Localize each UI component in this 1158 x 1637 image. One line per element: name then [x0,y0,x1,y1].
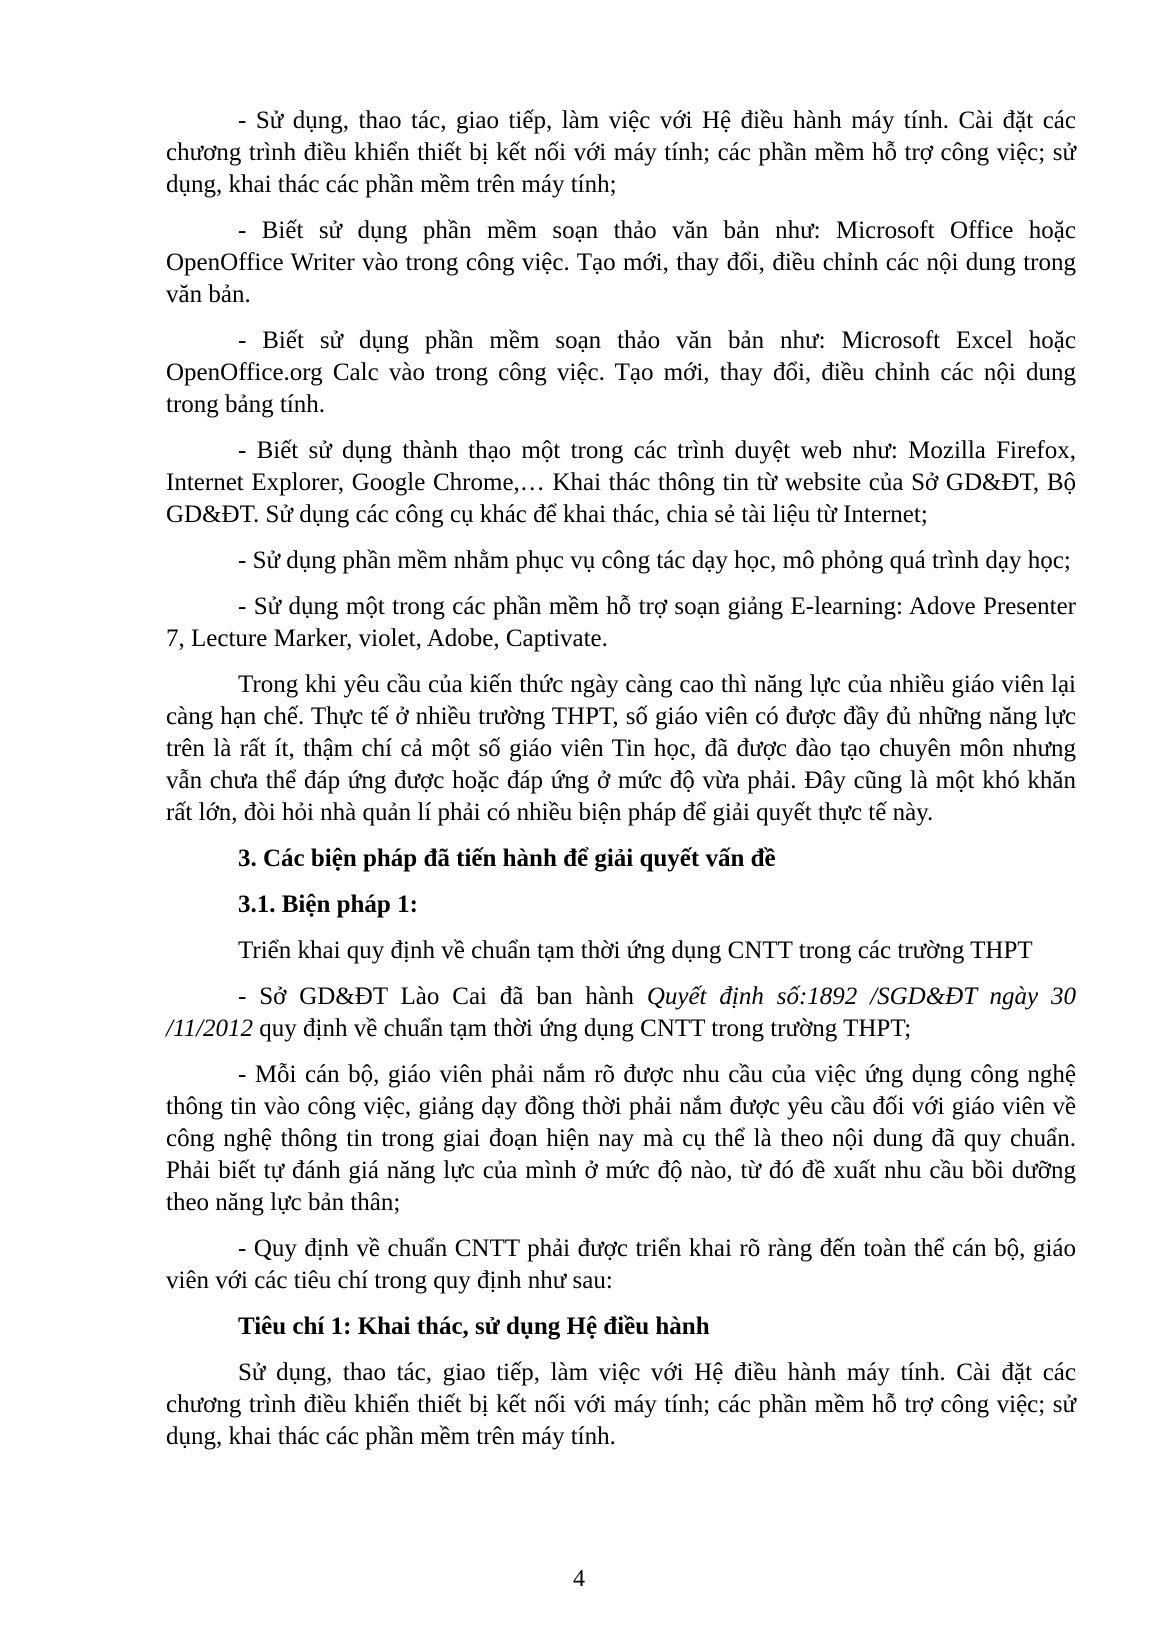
paragraph-standard-deployment: - Quy định về chuẩn CNTT phải được triển khai rõ ràng đến toàn thể cán bộ, giáo viên với các tiêu chí trong quy định như sau: [166,1235,1076,1294]
decision-prefix: - Sở GD&ĐT Lào Cai đã ban hành [238,983,647,1010]
document-page [166,105,1076,1467]
paragraph-word-processing: - Biết sử dụng phần mềm soạn thảo văn bản như: Microsoft Office hoặc OpenOffice Writer vào trong công việc. Tạo mới, thay đổi, điều chỉnh các nội dung trong văn bản. [166,217,1076,308]
section-heading: 3. Các biện pháp đã tiến hành để giải quyết vấn đề [238,845,776,872]
decision-reference: Quyết định số:1892 /SGD&ĐT ngày 30 /11/2012 [166,983,1077,1042]
paragraph-teacher-capacity: Trong khi yêu cầu của kiến thức ngày càng cao thì năng lực của nhiều giáo viên lại càng hạn chế. Thực tế ở nhiều trường THPT, số giáo viên có được đầy đủ những năng lực trên là rất ít, thậm chí cả một số giáo viên Tin học, đã được đào tạo chuyên môn nhưng vẫn chưa thể đáp ứng được hoặc đáp ứng ở mức độ vừa phải. Đây cũng là một khó khăn rất lớn, đòi hỏi nhà quản lí phải có nhiều biện pháp để giải quyết thực tế này. [166,671,1076,826]
paragraph-staff-awareness: - Mỗi cán bộ, giáo viên phải nắm rõ được nhu cầu của việc ứng dụng công nghệ thông tin vào công việc, giảng dạy đồng thời phải nắm được yêu cầu đối với giáo viên về công nghệ thông tin trong giai đoạn hiện nay mà cụ thể là theo nội dung đã quy chuẩn. Phải biết tự đánh giá năng lực của mình ở mức độ nào, từ đó đề xuất nhu cầu bồi dưỡng theo năng lực bản thân; [166,1061,1076,1216]
measure-heading: 3.1. Biện pháp 1: [238,891,418,918]
decision-suffix: quy định về chuẩn tạm thời ứng dụng CNTT trong trường THPT; [253,1015,912,1042]
measure-intro: Triển khai quy định về chuẩn tạm thời ứng dụng CNTT trong các trường THPT [238,937,1033,964]
paragraph-os-usage: - Sử dụng, thao tác, giao tiếp, làm việc với Hệ điều hành máy tính. Cài đặt các chương trình điều khiển thiết bị kết nối với máy tính; các phần mềm hỗ trợ công việc; sử dụng, khai thác các phần mềm trên máy tính; [166,107,1076,198]
paragraph-teaching-software: - Sử dụng phần mềm nhằm phục vụ công tác dạy học, mô phỏng quá trình dạy học; [238,547,1071,574]
paragraph-elearning: - Sử dụng một trong các phần mềm hỗ trợ soạn giảng E-learning: Adove Presenter 7, Lecture Marker, violet, Adobe, Captivate. [166,593,1076,652]
criterion-text: Sử dụng, thao tác, giao tiếp, làm việc với Hệ điều hành máy tính. Cài đặt các chương trình điều khiển thiết bị kết nối với máy tính; các phần mềm hỗ trợ công việc; sử dụng, khai thác các phần mềm trên máy tính. [166,1359,1076,1450]
paragraph-decision [166,981,1076,1045]
page-number: 4 [573,1566,585,1592]
paragraph-spreadsheet: - Biết sử dụng phần mềm soạn thảo văn bản như: Microsoft Excel hoặc OpenOffice.org Calc vào trong công việc. Tạo mới, thay đổi, điều chỉnh các nội dung trong bảng tính. [166,327,1076,418]
criterion-heading: Tiêu chí 1: Khai thác, sử dụng Hệ điều hành [238,1313,710,1340]
paragraph-web-browser: - Biết sử dụng thành thạo một trong các trình duyệt web như: Mozilla Firefox, Internet Explorer, Google Chrome,… Khai thác thông tin từ website của Sở GD&ĐT, Bộ GD&ĐT. Sử dụng các công cụ khác để khai thác, chia sẻ tài liệu từ Internet; [166,437,1076,528]
